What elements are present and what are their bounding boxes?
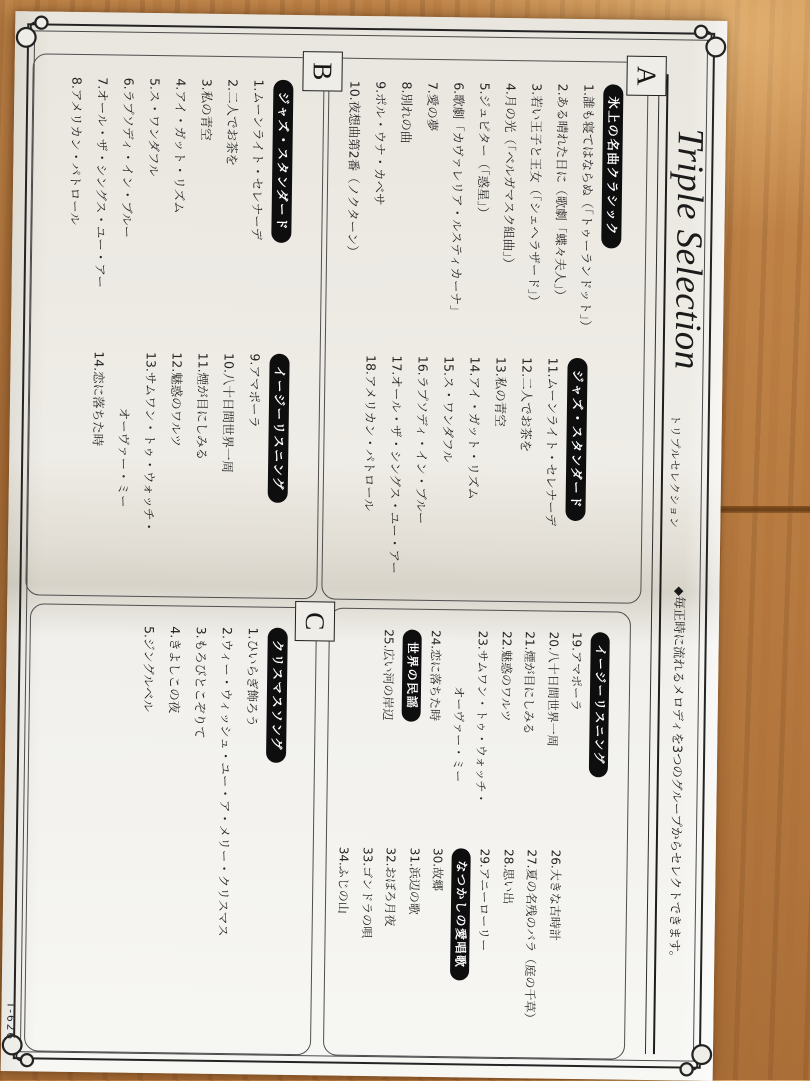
song-item: 2.二人でお茶を bbox=[224, 79, 241, 167]
category-pill: 世界の民謡 bbox=[402, 630, 422, 722]
song-item: 12.魅惑のワルツ bbox=[168, 352, 185, 447]
category-pill: クリスマスソング bbox=[266, 628, 288, 764]
song-item: 4.きよしこの夜 bbox=[166, 626, 183, 714]
category-pill: イージーリスニング bbox=[268, 354, 290, 504]
song-item: 29.アニーローリー bbox=[476, 848, 493, 952]
song-column bbox=[355, 355, 592, 577]
song-item: 5.ス・ワンダフル bbox=[146, 77, 163, 177]
song-item: 30.故郷 bbox=[430, 847, 446, 892]
song-item: 11.ムーンライト・セレナーデ bbox=[543, 357, 561, 527]
song-column bbox=[338, 81, 627, 334]
song-item: 12.二人でお茶を bbox=[518, 357, 535, 453]
category-pill-row bbox=[262, 628, 292, 938]
song-item: 6.歌劇「カヴァレリア・ルスティカーナ」 bbox=[448, 82, 467, 318]
song-item: 34.ふじの山 bbox=[336, 846, 352, 914]
song-item: 19.アマポーラ bbox=[569, 631, 585, 712]
song-item: 14.アイ・ガット・リズム bbox=[465, 356, 483, 500]
song-item: 16.ラプソディ・イン・ブルー bbox=[413, 355, 431, 525]
song-item: 7.愛の夢 bbox=[424, 81, 441, 132]
song-item: 31.浜辺の歌 bbox=[406, 847, 422, 915]
song-item: 22.魅惑のワルツ bbox=[498, 630, 514, 722]
group-label-a: A bbox=[626, 56, 667, 97]
song-item: 1.誰も寝てはならぬ（「トゥーランドット」） bbox=[578, 83, 597, 333]
song-column bbox=[374, 629, 611, 806]
song-item: 1.ひいらぎ飾ろう bbox=[244, 627, 261, 727]
song-item: 33.ゴンドラの唄 bbox=[359, 846, 375, 939]
song-item: 7.オール・ザ・シングス・ユー・アー bbox=[92, 77, 111, 289]
page-subtitle: トリプルセレクション bbox=[667, 414, 682, 529]
song-column bbox=[83, 351, 294, 535]
song-item: 21.煙が目にしみる bbox=[521, 631, 538, 735]
song-item: 5.ジュピター（「惑星」） bbox=[475, 82, 493, 220]
category-pill: イージーリスニング bbox=[589, 632, 610, 777]
category-pill-row bbox=[398, 630, 424, 804]
song-item: 32.おぼろ月夜 bbox=[383, 847, 399, 927]
song-item: 8.アメリカン・パトロール bbox=[67, 76, 85, 226]
song-item: 5.ジングルベル bbox=[140, 625, 157, 713]
song-item: 3.もろびとこぞりて bbox=[192, 626, 209, 739]
song-item: 8.別れの曲 bbox=[398, 81, 415, 144]
song-item: 13.私の青空 bbox=[492, 356, 509, 427]
song-item: 17.オール・ザ・シングス・ユー・アー bbox=[386, 355, 405, 575]
song-group-box bbox=[24, 603, 331, 1055]
song-item: 1.ムーンライト・セレナーデ bbox=[249, 79, 267, 241]
category-pill: ジャズ・スタンダード bbox=[566, 358, 588, 522]
song-item: 13.サムワン・トゥ・ウォッチ・ bbox=[141, 351, 159, 534]
category-pill-row bbox=[265, 354, 294, 535]
song-item: 11.煙が目にしみる bbox=[194, 352, 211, 461]
paper-sheet bbox=[1, 11, 728, 1081]
song-item: 9.アマポーラ bbox=[246, 353, 263, 428]
song-item: 9.ポル・ウナ・カベサ bbox=[371, 81, 389, 206]
song-item: 2.ウィー・ウィッシュ・ユー・ア・メリー・クリスマス bbox=[215, 626, 235, 937]
song-item: 3.私の青空 bbox=[198, 78, 215, 141]
song-item: 28.思い出 bbox=[501, 848, 516, 905]
song-item-continuation: オーヴァー・ミー bbox=[115, 407, 132, 508]
song-item: 23.サムワン・トゥ・ウォッチ・ bbox=[473, 630, 491, 805]
song-column bbox=[132, 626, 292, 938]
category-pill-row bbox=[598, 84, 627, 333]
song-item: 4.アイ・ガット・リズム bbox=[171, 78, 189, 214]
song-item: 6.ラプソディ・イン・ブルー bbox=[119, 77, 137, 239]
song-item: 15.ス・ワンダフル bbox=[440, 356, 457, 463]
corner-flourish-icon bbox=[671, 20, 728, 77]
song-item: 26.大きな古時計 bbox=[547, 849, 563, 941]
song-column bbox=[329, 847, 566, 1025]
category-pill-row bbox=[563, 358, 592, 577]
song-item: 20.八十日間世界一周 bbox=[545, 631, 561, 747]
song-item: 2.ある晴れた日に（歌劇「蝶々夫人」） bbox=[552, 83, 571, 303]
song-item: 10.夜想曲第2番（ノクターン） bbox=[345, 80, 363, 258]
category-pill-row bbox=[447, 848, 473, 1023]
song-item: 4.月の光（「ベルガマスク組曲」） bbox=[500, 82, 519, 271]
category-pill: 氷上の名曲クラシック bbox=[602, 84, 624, 248]
category-pill: なつかしの愛唱歌 bbox=[450, 848, 471, 980]
page-title: Triple Selection bbox=[666, 128, 711, 371]
song-column bbox=[61, 77, 298, 291]
song-item: 14.恋に落ちた時 bbox=[90, 351, 107, 447]
song-item: 25.広い河の岸辺 bbox=[381, 629, 397, 721]
product-code: T-626 bbox=[4, 1001, 17, 1042]
song-item: 3.若い王子と王女（「シェヘラザード」） bbox=[526, 83, 545, 308]
category-pill-row bbox=[269, 80, 298, 291]
song-item: 10.八十日間世界一周 bbox=[220, 352, 237, 474]
group-label-c: C bbox=[295, 601, 336, 642]
song-item: 18.アメリカン・パトロール bbox=[361, 354, 379, 512]
song-item: 27.夏の名残のバラ（庭の千草） bbox=[522, 849, 540, 1025]
category-pill-row bbox=[586, 632, 612, 806]
category-pill: ジャズ・スタンダード bbox=[272, 80, 294, 244]
group-label-b: B bbox=[302, 51, 343, 92]
song-group-box bbox=[323, 608, 631, 1060]
header-note: ◆毎正時に流れるメロディを3つのグループからセレクトできます。 bbox=[667, 586, 688, 964]
song-group-box bbox=[321, 57, 663, 603]
song-group-box bbox=[25, 53, 339, 599]
song-item: 24.恋に落ちた時 bbox=[428, 629, 444, 722]
song-item-continuation: オーヴァー・ミー bbox=[450, 686, 467, 783]
corner-flourish-icon bbox=[657, 1024, 714, 1081]
